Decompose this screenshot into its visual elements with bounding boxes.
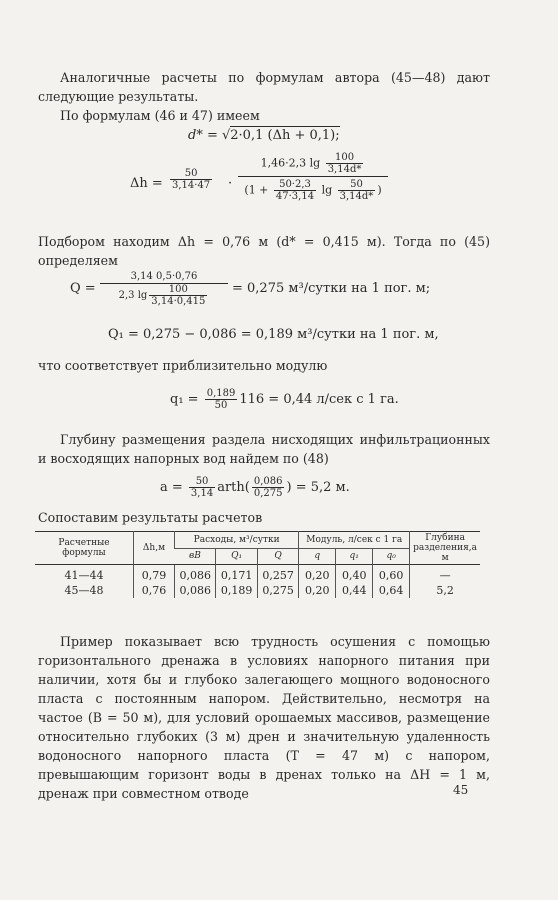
eq2-prefactor (170, 168, 212, 191)
eq2-bot-b: lg (321, 183, 333, 197)
table-cell: 0,60 (373, 565, 410, 584)
eq2-top: 1,46·2,3 lg (260, 156, 321, 170)
eq5-n: 0,189 (206, 388, 236, 399)
eq5-d: 50 (214, 400, 228, 411)
table-cell: 41—44 (35, 565, 134, 584)
paragraph-conclusion: Пример показывает всю трудность осушения с помощью горизонтального дренажа в условиях напорного питания при наличии, хотя бы и глубоко залегающего мощного водоносного пласта с постоянным напором. Действительно, несмотря на частое (B = 50 м), для условий орошаемых массивов, размещение относительно глубоких (3 м) дрен и значительную удаленность водоносного напорного пласта (T = 47 м) с напором, превышающим горизонт воды в дренах только на ΔH = 1 м, дренаж при совместном отводе (38, 634, 490, 801)
eq2-d1: 3,14·47 (172, 180, 211, 191)
table-cell: — (410, 565, 480, 584)
table-cell: 45—48 (64, 584, 104, 597)
paragraph-depth: Глубину размещения раздела нисходящих инфильтрационных и восходящих напорных вод найдем по (48) (38, 432, 490, 466)
equation-Q1: Q₁ = 0,275 − 0,086 = 0,189 м³/сутки на 1 пог. м, (108, 327, 439, 342)
table-cell: 0,257 (257, 565, 298, 584)
eq3-lhs: Q = (70, 281, 96, 296)
th-formulas: Расчетные формулы (58, 538, 110, 558)
paragraph-modulus: что соответствует приблизительно модулю (38, 358, 328, 373)
eq6-d: 3,14 (190, 488, 214, 499)
table-row (35, 583, 480, 598)
eq3-fraction (100, 270, 228, 307)
table-cell: 0,76 (134, 583, 175, 598)
eq2-inner-d: 3,14d* (327, 164, 362, 175)
table-cell: 0,20 (299, 583, 336, 598)
eq5-lhs: q₁ = (170, 392, 203, 407)
table-cell: 0,40 (336, 565, 373, 584)
eq2-bot-a: 1 + (248, 183, 272, 197)
th-dh: Δh,м (134, 532, 175, 565)
table-row (35, 565, 480, 584)
table-cell: 0,79 (134, 565, 175, 584)
eq5-rhs: 116 = 0,44 л/сек с 1 га. (239, 392, 399, 407)
table-cell: 0,275 (257, 583, 298, 598)
table-cell: 0,189 (216, 583, 257, 598)
eq6-mid: arth (217, 480, 245, 495)
eq2-bn: 50·2,3 (274, 179, 316, 191)
table-cell: 0,44 (336, 583, 373, 598)
table-cell: 0,64 (373, 583, 410, 598)
th-sub: Q (257, 548, 298, 565)
table-cell: 0,086 (175, 565, 216, 584)
eq6-d2: 0,275 (253, 488, 283, 499)
eq6-n2: 0,086 (253, 476, 283, 487)
th-sub: q (299, 548, 336, 565)
eq2-inner-n: 100 (326, 152, 364, 164)
eq2-bd2: 3,14d* (339, 191, 374, 202)
th-sub: Q₁ (216, 548, 257, 565)
paragraph-formulas-ref: По формулам (46 и 47) имеем (60, 108, 260, 123)
table-cell: 0,20 (299, 565, 336, 584)
paragraph-compare: Сопоставим результаты расчетов (38, 510, 263, 525)
equation-d-star: d* = √2·0,1 (Δh + 0,1); (188, 128, 340, 143)
eq3-rhs: = 0,275 м³/сутки на 1 пог. м; (232, 281, 431, 296)
eq2-bn2: 50 (338, 179, 376, 191)
eq2-main-fraction: 1,46·2,3 lg $\frac{100}{3,14d*}$ (1 + $\frac{50\cdot 2,3}{47\cdot 3,14}$ lg $\frac{50}{3,14d*}$ ) (238, 152, 388, 202)
eq3-num: 3,14 0,5·0,76 (100, 270, 228, 284)
eq2-bd: 47·3,14 (275, 191, 315, 202)
eq1-body: 2·0,1 (Δh + 0,1); (230, 128, 340, 143)
eq3-den-a: 2,3 lg (118, 290, 148, 301)
table-cell: 5,2 (410, 583, 480, 598)
eq1-lhs: d* = (188, 128, 222, 143)
equation-q1 (170, 388, 399, 411)
equation-Q (70, 270, 470, 310)
paragraph-intro: Аналогичные расчеты по формулам автора (45—48) дают следующие результаты. (38, 70, 490, 104)
equation-a: a = $\frac{50}{3,14}$ arth( $\frac{0,086}{0,275}$ ) = 5,2 м. (160, 476, 350, 499)
th-sub: q₀ (373, 548, 410, 565)
document-page: Аналогичные расчеты по формулам автора (45—48) дают следующие результаты. По формулам (46 и 47) имеем d* = √2·0,1 (Δh + 0,1); Δh = $\frac{50}{3,14\cdot 47}$ · 1,46·2,3 lg $\frac{100}{3,14d*}$ (1 + $\frac{50\cdot 2,3}{47\cdot 3,14}$ lg $\frac{50}{3,14d*}$ ) Подбором находим Δh = 0,76 м (d* = 0,415 м). Тогда по (45) определяем Q = 3,14 0,5·0,76 2,3 lg $\frac{100}{3,14\cdot 0,415}$ = 0,275 м³/сутки на 1 пог. м; Q₁ = 0,275 − 0,086 = 0,189 м³/сутки на 1 пог. м, что соответствует приблизительно модулю q₁ = $\frac{0,189}{50}$ 116 = 0,44 л/сек с 1 га. Глубину размещения раздела нисходящих инфильтрационных и восходящих напорных вод найдем по (48) a = $\frac{50}{3,14}$ arth( $\frac{0,086}{0,275}$ ) = 5,2 м. Сопоставим результаты расчетов Расчетные формулы Δh,м Расходы, м³/сутки Модуль, л/сек с 1 га Глубина разделения,а м вВ Q₁ Q q q₁ q₀ 41—44 0,79 0,086 0,171 0,257 0,20 0,40 0,60 — 45—48 0,76 0,086 0,189 0,275 0,20 0,44 0,64 5,2 Пример показывает всю трудность осушения с помощью горизонтального дренажа в условиях напорного питания при наличии, хотя бы и глубоко залегающего мощного водоносного пласта с постоянным напором. Действительно, несмотря на частое (B = 50 м), для условий орошаемых массивов, размещение относительно глубоких (3 м) дрен и значительную удаленность водоносного напорного пласта (T = 47 м) с напором, превышающим горизонт воды в дренах только на ΔH = 1 м, дренаж при совместном отводе 45 (0, 0, 558, 900)
table-cell: 0,171 (216, 565, 257, 584)
th-depth: Глубина разделения,а м (410, 532, 480, 565)
eq3-den-d: 3,14·0,415 (151, 296, 206, 307)
eq6-lhs: a = (160, 480, 187, 495)
eq3-den-n: 100 (149, 284, 207, 296)
th-modulus: Модуль, л/сек с 1 га (299, 532, 410, 549)
eq2-lhs: Δh = (130, 176, 163, 191)
results-table (35, 531, 480, 598)
paragraph-selection: Подбором находим Δh = 0,76 м (d* = 0,415 м). Тогда по (45) определяем (38, 234, 490, 268)
eq6-rhs: = 5,2 м. (295, 480, 350, 495)
table-cell: 0,086 (175, 583, 216, 598)
th-flow: Расходы, м³/сутки (175, 532, 299, 549)
th-sub: q₁ (336, 548, 373, 565)
th-sub: вВ (175, 548, 216, 565)
eq2-n1: 50 (170, 168, 212, 180)
page-number: 45 (453, 783, 469, 797)
eq6-n: 50 (189, 476, 215, 488)
